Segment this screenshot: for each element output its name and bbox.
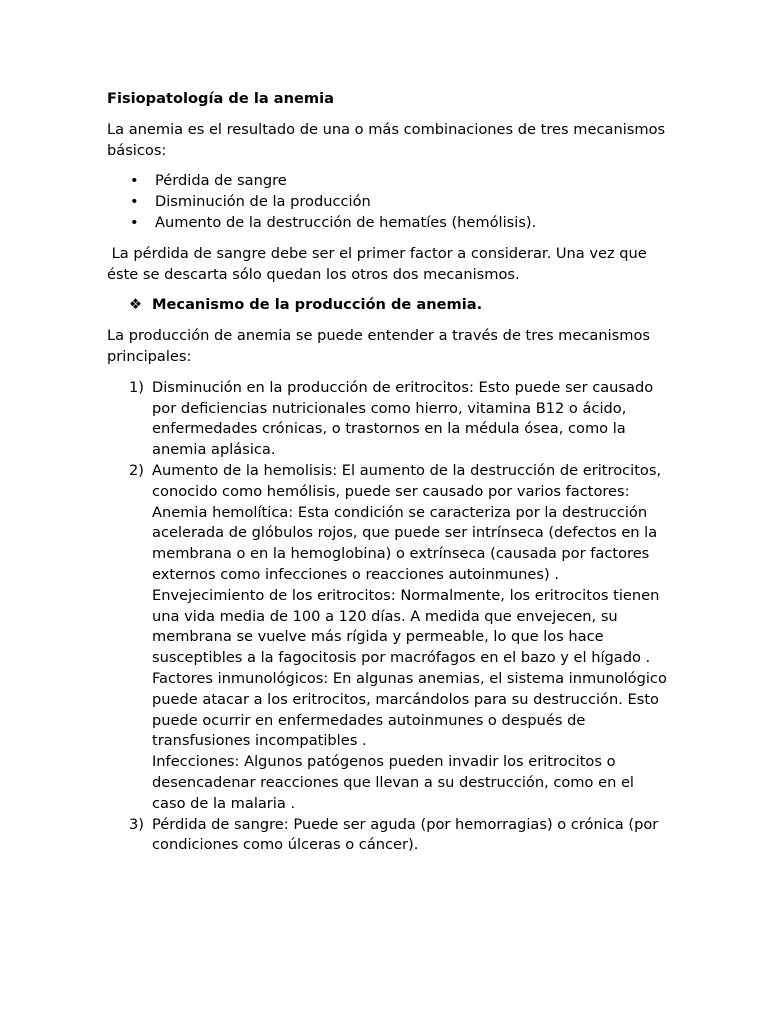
section-heading (107, 295, 667, 316)
document-page (107, 89, 667, 856)
item-text: Disminución en la producción de eritrocitos: Esto puede ser causado por deficiencias nutricionales como hierro, vitamina B12 o ácido, enfermedades crónicas, o trastornos en la médula ósea, como la anemia aplásica. (152, 378, 654, 459)
mechanisms-paragraph: La producción de anemia se puede entender a través de tres mecanismos principales: (107, 327, 650, 365)
item-number: 1) (129, 378, 144, 396)
bullet-text: Pérdida de sangre (155, 172, 287, 190)
bullet-item (107, 192, 667, 213)
bullet-text: Aumento de la destrucción de hematíes (hemólisis). (155, 213, 537, 231)
item-text: Aumento de la hemolisis: El aumento de la destrucción de eritrocitos, conocido como hemólisis, puede ser causado por varios factores: (152, 461, 662, 500)
diamond-bullet-icon: ❖ (129, 296, 143, 314)
sub-paragraph-immunologic: Factores inmunológicos: En algunas anemias, el sistema inmunológico puede atacar a los eritrocitos, marcándolos para su destrucción. Esto puede ocurrir en enfermedades autoinmunes o después de transfusiones incompatibles . (152, 669, 667, 750)
bullet-text: Disminución de la producción (155, 193, 371, 211)
bullet-list (107, 171, 667, 233)
sub-paragraph-hemolytic-anemia: Anemia hemolítica: Esta condición se caracteriza por la destrucción acelerada de glóbulos rojos, que puede ser intrínseca (defectos en la membrana o en la hemoglobina) o extrínseca (causada por factores externos como infecciones o reacciones autoinmunes) . (152, 503, 658, 583)
bullet-icon: • (130, 193, 139, 211)
section-heading-text: Mecanismo de la producción de anemia. (152, 296, 483, 314)
numbered-item (107, 815, 667, 857)
item-text: Pérdida de sangre: Puede ser aguda (por hemorragias) o crónica (por condiciones como úlceras o cáncer). (152, 815, 659, 854)
sub-paragraph-aging: Envejecimiento de los eritrocitos: Normalmente, los eritrocitos tienen una vida media de 100 a 120 días. A medida que envejecen, su membrana se vuelve más rígida y permeable, lo que los hace susceptibles a la fagocitosis por macrófagos en el bazo y el hígado . (152, 586, 660, 667)
sub-paragraph-infections: Infecciones: Algunos patógenos pueden invadir los eritrocitos o desencadenar reacciones que llevan a su destrucción, como en el caso de la malaria . (152, 753, 634, 812)
blood-loss-paragraph: La pérdida de sangre debe ser el primer factor a considerar. Una vez que éste se descarta sólo quedan los otros dos mecanismos. (107, 244, 652, 283)
intro-paragraph: La anemia es el resultado de una o más combinaciones de tres mecanismos básicos: (107, 120, 666, 159)
numbered-item (107, 461, 667, 815)
item-number: 3) (129, 815, 144, 833)
numbered-item (107, 378, 667, 461)
numbered-list (107, 378, 667, 856)
bullet-icon: • (130, 213, 139, 231)
bullet-item (107, 213, 667, 234)
item-number: 2) (129, 461, 144, 479)
document-title: Fisiopatología de la anemia (107, 90, 334, 107)
bullet-item (107, 171, 667, 192)
bullet-icon: • (130, 172, 139, 190)
